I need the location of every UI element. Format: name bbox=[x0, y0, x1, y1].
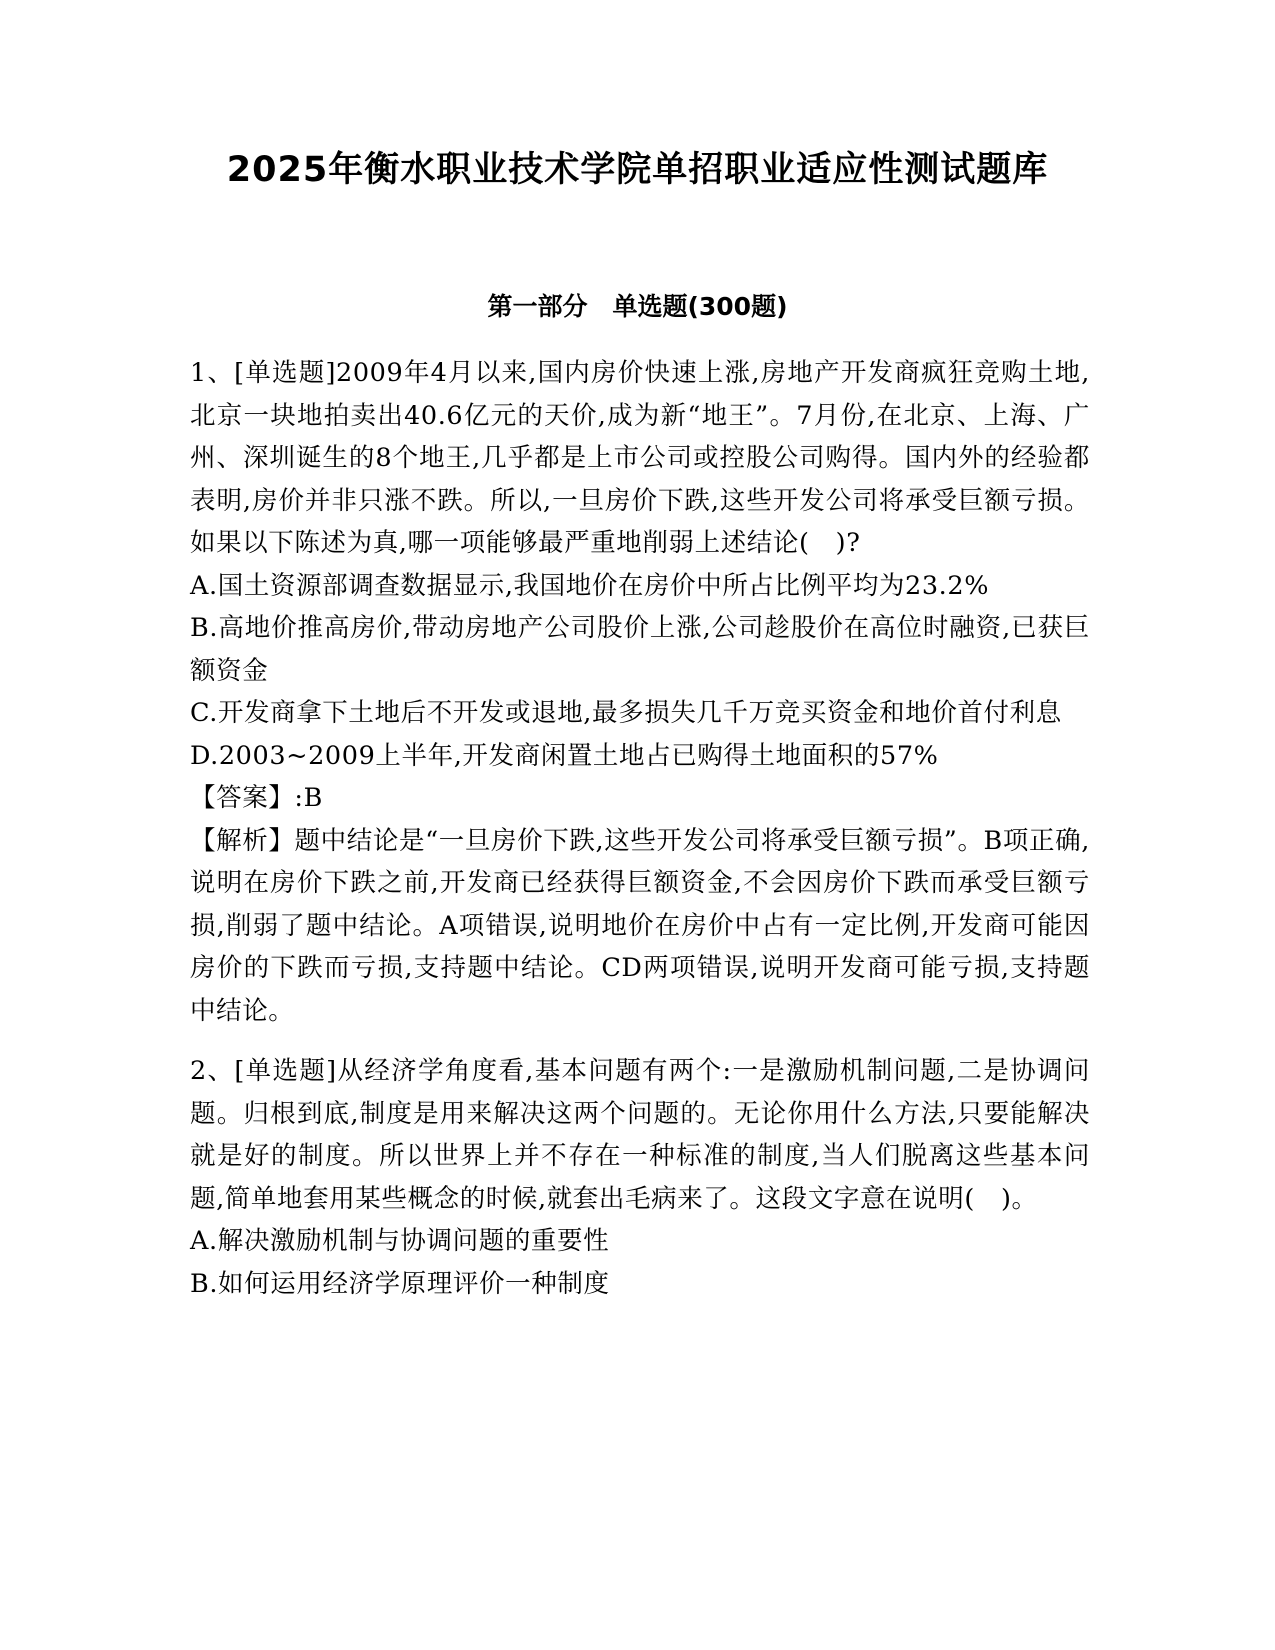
option-a: A.解决激励机制与协调问题的重要性 bbox=[190, 1226, 610, 1256]
analysis-paragraph: 【解析】题中结论是“一旦房价下跌,这些开发公司将承受巨额亏损”。B项正确,说明在房价下跌之前,开发商已经获得巨额资金,不会因房价下跌而承受巨额亏损,削弱了题中结论。A项错误,说明地价在房价中占有一定比例,开发商可能因房价的下跌而亏损,支持题中结论。CD两项错误,说明开发商可能亏损,支持题中结论。 bbox=[190, 825, 1090, 1026]
question-2 bbox=[190, 1050, 1090, 1305]
option-c: C.开发商拿下土地后不开发或退地,最多损失几千万竞买资金和地价首付利息 bbox=[190, 698, 1062, 728]
option-b: B.高地价推高房价,带动房地产公司股价上涨,公司趁股价在高位时融资,已获巨额资金 bbox=[190, 613, 1090, 686]
question-1 bbox=[190, 352, 1090, 1032]
document-title: 2025年衡水职业技术学院单招职业适应性测试题库 bbox=[226, 150, 1049, 190]
section-title: 第一部分 单选题(300题) bbox=[487, 292, 788, 321]
option-d: D.2003~2009上半年,开发商闲置土地占已购得土地面积的57% bbox=[190, 740, 939, 771]
answer-line: 【答案】:B bbox=[190, 783, 323, 813]
option-b: B.如何运用经济学原理评价一种制度 bbox=[190, 1268, 610, 1299]
question-stem: 2、[单选题]从经济学角度看,基本问题有两个:一是激励机制问题,二是协调问题。归根到底,制度是用来解决这两个问题的。无论你用什么方法,只要能解决就是好的制度。所以世界上并不存在一种标准的制度,当人们脱离这些基本问题,简单地套用某些概念的时候,就套出毛病来了。这段文字意在说明( )。 bbox=[190, 1056, 1090, 1214]
option-a: A.国土资源部调查数据显示,我国地价在房价中所占比例平均为23.2% bbox=[190, 570, 990, 601]
question-stem: 1、[单选题]2009年4月以来,国内房价快速上涨,房地产开发商疯狂竞购土地,北京一块地拍卖出40.6亿元的天价,成为新“地王”。7月份,在北京、上海、广州、深圳诞生的8个地王,几乎都是上市公司或控股公司购得。国内外的经验都表明,房价并非只涨不跌。所以,一旦房价下跌,这些开发公司将承受巨额亏损。如果以下陈述为真,哪一项能够最严重地削弱上述结论( )? bbox=[190, 358, 1090, 558]
document-body bbox=[190, 352, 1090, 1305]
